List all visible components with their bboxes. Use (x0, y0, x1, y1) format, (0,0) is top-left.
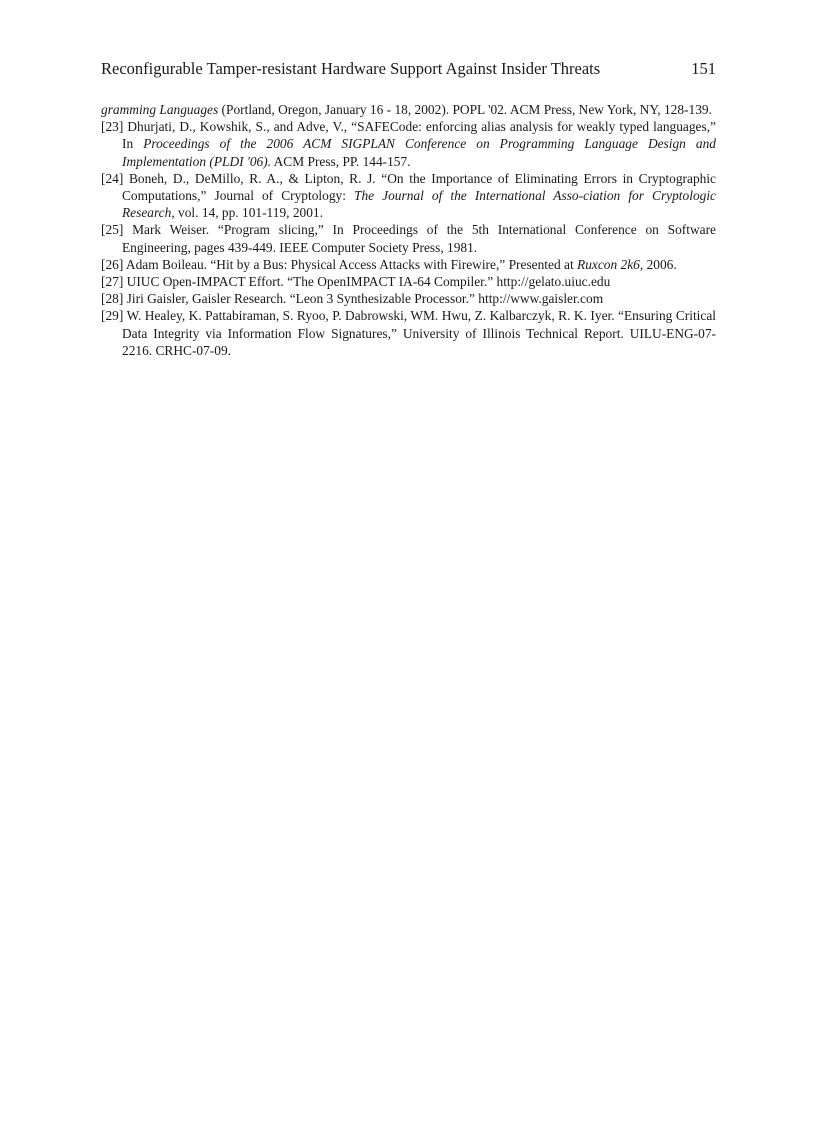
reference-list (101, 101, 716, 359)
reference-number: [28] (101, 291, 124, 307)
reference-item (101, 170, 716, 222)
reference-number: [24] (101, 170, 124, 186)
reference-text: Mark Weiser. “Program slicing,” In Proceedings of the 5th International Conference on Software Engineering, pages 439-449. IEEE Computer Society Press, 1981. (122, 222, 716, 255)
reference-text: Jiri Gaisler, Gaisler Research. “Leon 3 Synthesizable Processor.” http://www.gaisler.com (126, 291, 604, 307)
page-number: 151 (691, 59, 716, 78)
reference-item (101, 118, 716, 170)
reference-text: Adam Boileau. “Hit by a Bus: Physical Access Attacks with Firewire,” Presented at (125, 256, 578, 272)
reference-italic-text: The Journal of the International Asso-ciation for Cryptologic Research (122, 188, 716, 221)
reference-italic-text: Proceedings of the 2006 ACM SIGPLAN Conference on Programming Language Design and Implementation (PLDI '06). (122, 136, 716, 169)
reference-italic-text: Ruxcon 2k6 (577, 256, 640, 272)
reference-text: W. Healey, K. Pattabiraman, S. Ryoo, P. Dabrowski, WM. Hwu, Z. Kalbarczyk, R. K. Iyer. “Ensuring Critical Data Integrity via Information Flow Signatures,” University of Illinois Technical Report. UILU-ENG-07-2216. CRHC-07-09. (122, 308, 716, 358)
reference-text: , vol. 14, pp. 101-119, 2001. (171, 205, 323, 221)
reference-text: Boneh, D., DeMillo, R. A., & Lipton, R. J. “On the Importance of Eliminating Errors in Cryptographic Computations,” Journal of Cryptology: (122, 170, 716, 204)
reference-number: [29] (101, 308, 124, 324)
reference-text: Dhurjati, D., Kowshik, S., and Adve, V., “SAFECode: enforcing alias analysis for weakly typed languages,” In (122, 119, 716, 152)
reference-item (101, 290, 716, 307)
reference-item (101, 256, 716, 273)
reference-item (101, 273, 716, 290)
reference-text: ACM Press, PP. 144-157. (271, 153, 411, 169)
running-header (101, 58, 716, 80)
reference-text: (Portland, Oregon, January 16 - 18, 2002). POPL '02. ACM Press, New York, NY, 128-139. (218, 102, 712, 117)
running-header-title: Reconfigurable Tamper-resistant Hardware Support Against Insider Threats (101, 59, 601, 78)
reference-item (101, 101, 716, 118)
reference-item (101, 221, 716, 255)
reference-number: [27] (101, 274, 124, 290)
reference-italic-text: gramming Languages (101, 102, 219, 117)
reference-item (101, 307, 716, 359)
reference-number: [23] (101, 119, 124, 135)
reference-text: UIUC Open-IMPACT Effort. “The OpenIMPACT IA-64 Compiler.” http://gelato.uiuc.edu (126, 274, 611, 290)
reference-number: [25] (101, 222, 124, 238)
reference-number: [26] (101, 256, 124, 272)
reference-text: , 2006. (639, 256, 677, 272)
